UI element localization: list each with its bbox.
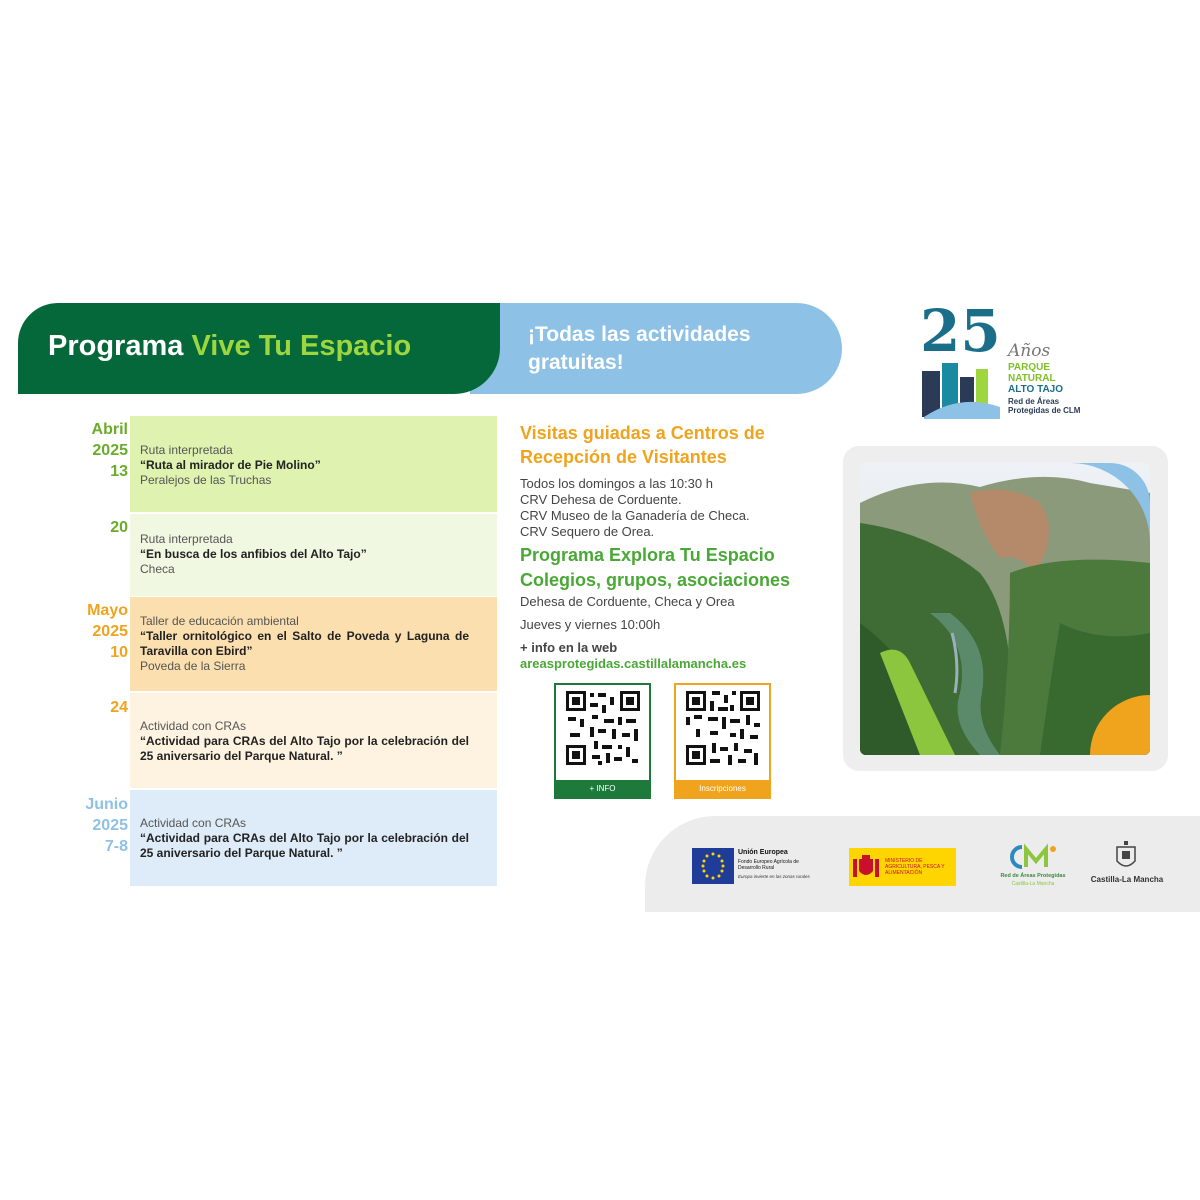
activity-type: Ruta interpretada — [140, 443, 233, 457]
date-day: 7-8 — [104, 838, 128, 855]
date-day: 13 — [110, 463, 128, 480]
activity-place: Peralejos de las Truchas — [140, 473, 272, 487]
date-label — [60, 600, 128, 663]
qr-inscripciones[interactable] — [674, 683, 771, 799]
info-label: + info en la web — [520, 640, 618, 655]
activity-place: Poveda de la Sierra — [140, 659, 246, 673]
logo-line3: ALTO TAJO — [1008, 384, 1063, 395]
logo-line4: Red de Áreas — [1008, 397, 1060, 406]
activity-place: Checa — [140, 562, 175, 576]
explora-schedule: Jueves y viernes 10:00h — [520, 617, 661, 632]
activity-type: Ruta interpretada — [140, 532, 233, 546]
page-title — [48, 330, 411, 363]
date-label — [60, 419, 128, 482]
visits-details — [520, 476, 830, 540]
park-25-logo — [920, 297, 1120, 423]
logo-line1: PARQUE — [1008, 362, 1051, 373]
qr-info[interactable] — [554, 683, 651, 799]
list-item — [130, 693, 497, 788]
activity-title: “Actividad para CRAs del Alto Tajo por la celebración del 25 aniversario del Parque Natural. ” — [140, 831, 469, 860]
list-item — [130, 597, 497, 691]
date-year: 2025 — [92, 817, 128, 834]
date-month: Junio — [85, 796, 128, 813]
title-prefix: Programa — [48, 330, 184, 362]
eu-logo — [692, 848, 817, 884]
ministry-name: MINISTERIO DE AGRICULTURA, PESCA Y ALIMENTACIÓN — [885, 858, 945, 876]
date-month: Abril — [91, 421, 128, 438]
explora-places: Dehesa de Corduente, Checa y Orea — [520, 594, 735, 609]
castle-crest-icon — [1115, 841, 1137, 871]
activity-title: “En busca de los anfibios del Alto Tajo” — [140, 547, 367, 561]
red-areas-line2: Castilla-La Mancha — [1011, 881, 1055, 887]
qr-inscripciones-label: Inscripciones — [676, 780, 769, 797]
date-year: 2025 — [92, 442, 128, 459]
logo-line5: Protegidas de CLM — [1008, 406, 1081, 415]
activity-type: Actividad con CRAs — [140, 719, 247, 733]
spain-crest-icon — [853, 853, 879, 881]
visits-line: CRV Museo de la Ganadería de Checa. — [520, 508, 750, 523]
qr-code-icon — [564, 689, 642, 767]
web-link[interactable]: areasprotegidas.castillalamancha.es — [520, 656, 747, 671]
jccm-logo — [1088, 841, 1166, 889]
red-areas-logo — [998, 843, 1068, 889]
date-day: 20 — [110, 519, 128, 536]
visits-line: CRV Dehesa de Corduente. — [520, 492, 682, 507]
activity-title: “Ruta al mirador de Pie Molino” — [140, 458, 321, 472]
title-highlight: Vive Tu Espacio — [191, 330, 412, 362]
activity-title: “Actividad para CRAs del Alto Tajo por la celebración del 25 aniversario del Parque Natural. ” — [140, 734, 469, 763]
logo-number: 25 — [920, 297, 1001, 365]
page-subtitle: ¡Todas las actividades gratuitas! — [528, 323, 751, 374]
jccm-name: Castilla-La Mancha — [1090, 875, 1164, 884]
qr-code-icon — [684, 689, 762, 767]
eu-flag-icon — [692, 848, 734, 884]
explora-heading: Programa Explora Tu Espacio — [520, 545, 775, 565]
list-item — [130, 790, 497, 886]
date-month: Mayo — [87, 602, 128, 619]
activity-type: Actividad con CRAs — [140, 816, 247, 830]
logo-line2: NATURAL — [1008, 373, 1056, 384]
logo-years: Años — [1008, 341, 1051, 361]
activity-type: Taller de educación ambiental — [140, 614, 299, 628]
date-day: 10 — [110, 644, 128, 661]
visits-heading: Visitas guiadas a Centros de Recepción de Visitantes — [520, 423, 765, 467]
cm-logo-icon — [1006, 843, 1060, 871]
date-year: 2025 — [92, 623, 128, 640]
list-item — [130, 514, 497, 596]
eu-motto: Europa invierte en las zonas rurales — [738, 874, 810, 879]
activity-title: “Taller ornitológico en el Salto de Poveda y Laguna de Taravilla con Ebird” — [140, 629, 469, 658]
landscape-image-icon — [860, 463, 1150, 755]
red-areas-line1: Red de Áreas Protegidas — [1000, 873, 1066, 879]
explora-subheading: Colegios, grupos, asociaciones — [520, 570, 791, 590]
landscape-photo — [860, 463, 1150, 755]
date-label — [60, 517, 128, 538]
date-label — [60, 697, 128, 718]
ministry-logo — [849, 848, 956, 886]
qr-info-label: + INFO — [556, 780, 649, 797]
date-day: 24 — [110, 699, 128, 716]
eu-title: Unión Europea — [738, 849, 788, 856]
eu-fund: Fondo Europeo Agrícola de Desarrollo Rural — [738, 859, 799, 871]
visits-line: Todos los domingos a las 10:30 h — [520, 476, 713, 491]
date-label — [60, 794, 128, 857]
visits-line: CRV Sequero de Orea. — [520, 524, 655, 539]
list-item — [130, 416, 497, 512]
